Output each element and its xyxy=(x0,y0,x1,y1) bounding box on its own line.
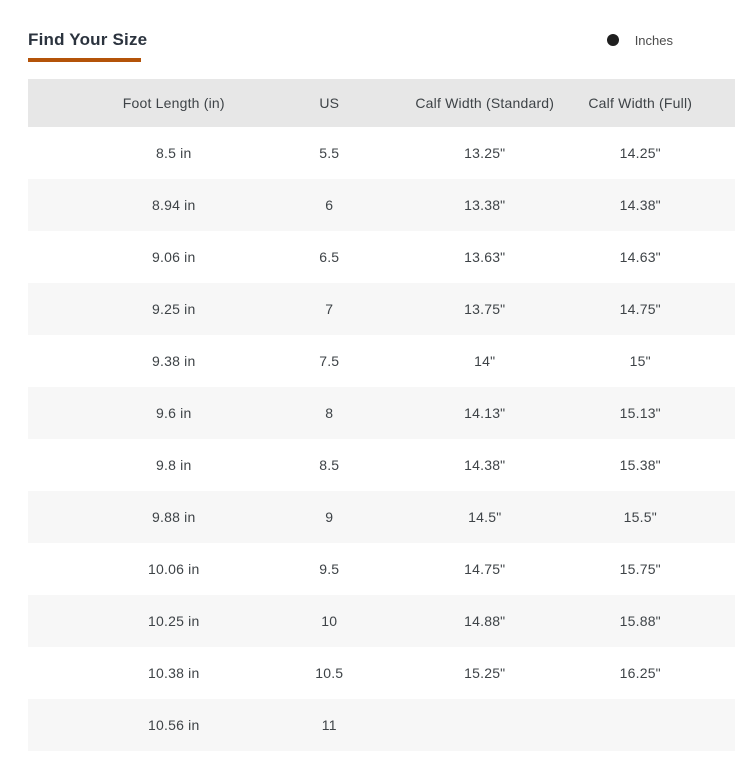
table-cell: 13.63" xyxy=(464,249,506,265)
table-cell: 6 xyxy=(325,197,334,213)
table-cell: 9.8 in xyxy=(156,457,192,473)
table-cell: 8.5 xyxy=(319,457,340,473)
table-cell: 14.88" xyxy=(464,613,506,629)
table-cell: 9.6 in xyxy=(156,405,192,421)
table-cell: 14.5" xyxy=(468,509,502,525)
table-cell: 10 xyxy=(321,613,338,629)
table-cell: 9.88 in xyxy=(152,509,196,525)
table-cell: 10.25 in xyxy=(148,613,200,629)
table-cell: 9.25 in xyxy=(152,301,196,317)
radio-selected-icon[interactable] xyxy=(607,34,619,46)
table-cell: 15.38" xyxy=(619,457,661,473)
table-row xyxy=(28,283,735,335)
table-cell: 16.25" xyxy=(619,665,661,681)
table-row xyxy=(28,595,735,647)
table-cell: 5.5 xyxy=(319,145,340,161)
table-cell: 14.38" xyxy=(464,457,506,473)
table-row xyxy=(28,127,735,179)
table-row xyxy=(28,335,735,387)
table-body xyxy=(28,127,735,751)
table-cell: 13.38" xyxy=(464,197,506,213)
table-cell: 15.88" xyxy=(619,613,661,629)
size-table xyxy=(28,79,735,751)
table-cell: 15.13" xyxy=(619,405,661,421)
table-cell: 10.06 in xyxy=(148,561,200,577)
unit-radio-inches[interactable] xyxy=(607,33,673,48)
table-cell: 11 xyxy=(321,717,337,733)
column-header-0: Foot Length (in) xyxy=(122,95,225,111)
table-row xyxy=(28,439,735,491)
column-header-1: US xyxy=(319,95,340,111)
table-cell: 7 xyxy=(325,301,334,317)
table-cell: 15.75" xyxy=(619,561,661,577)
table-cell: 8.94 in xyxy=(152,197,196,213)
table-cell: 9.5 xyxy=(319,561,340,577)
column-header-3: Calf Width (Full) xyxy=(588,95,693,111)
table-cell: 13.75" xyxy=(464,301,506,317)
table-row xyxy=(28,699,735,751)
page-title: Find Your Size xyxy=(28,30,148,49)
table-header-row xyxy=(28,79,735,127)
table-cell: 10.38 in xyxy=(148,665,200,681)
table-row xyxy=(28,491,735,543)
table-cell: 14.75" xyxy=(464,561,506,577)
table-cell: 6.5 xyxy=(319,249,340,265)
table-cell: 8 xyxy=(325,405,334,421)
table-cell: 10.56 in xyxy=(148,717,200,733)
table-cell: 14.13" xyxy=(464,405,506,421)
table-cell: 14" xyxy=(474,353,496,369)
table-cell: 13.25" xyxy=(464,145,506,161)
table-cell: 9.38 in xyxy=(152,353,196,369)
table-cell: 10.5 xyxy=(315,665,344,681)
table-cell: 7.5 xyxy=(319,353,340,369)
table-cell: 15" xyxy=(629,353,651,369)
table-cell: 14.25" xyxy=(619,145,661,161)
title-underline xyxy=(28,58,141,62)
table-cell: 15.25" xyxy=(464,665,506,681)
table-row xyxy=(28,387,735,439)
unit-radio-label: Inches xyxy=(634,32,673,48)
header xyxy=(28,30,735,50)
table-cell: 8.5 in xyxy=(156,145,192,161)
table-cell: 9.06 in xyxy=(152,249,196,265)
table-row xyxy=(28,543,735,595)
table-row xyxy=(28,179,735,231)
table-cell: 14.75" xyxy=(619,301,661,317)
table-row xyxy=(28,647,735,699)
table-cell: 9 xyxy=(325,509,334,525)
table-cell: 14.38" xyxy=(619,197,661,213)
table-row xyxy=(28,231,735,283)
table-cell: 14.63" xyxy=(619,249,661,265)
table-cell: 15.5" xyxy=(623,509,657,525)
column-header-2: Calf Width (Standard) xyxy=(415,95,555,111)
